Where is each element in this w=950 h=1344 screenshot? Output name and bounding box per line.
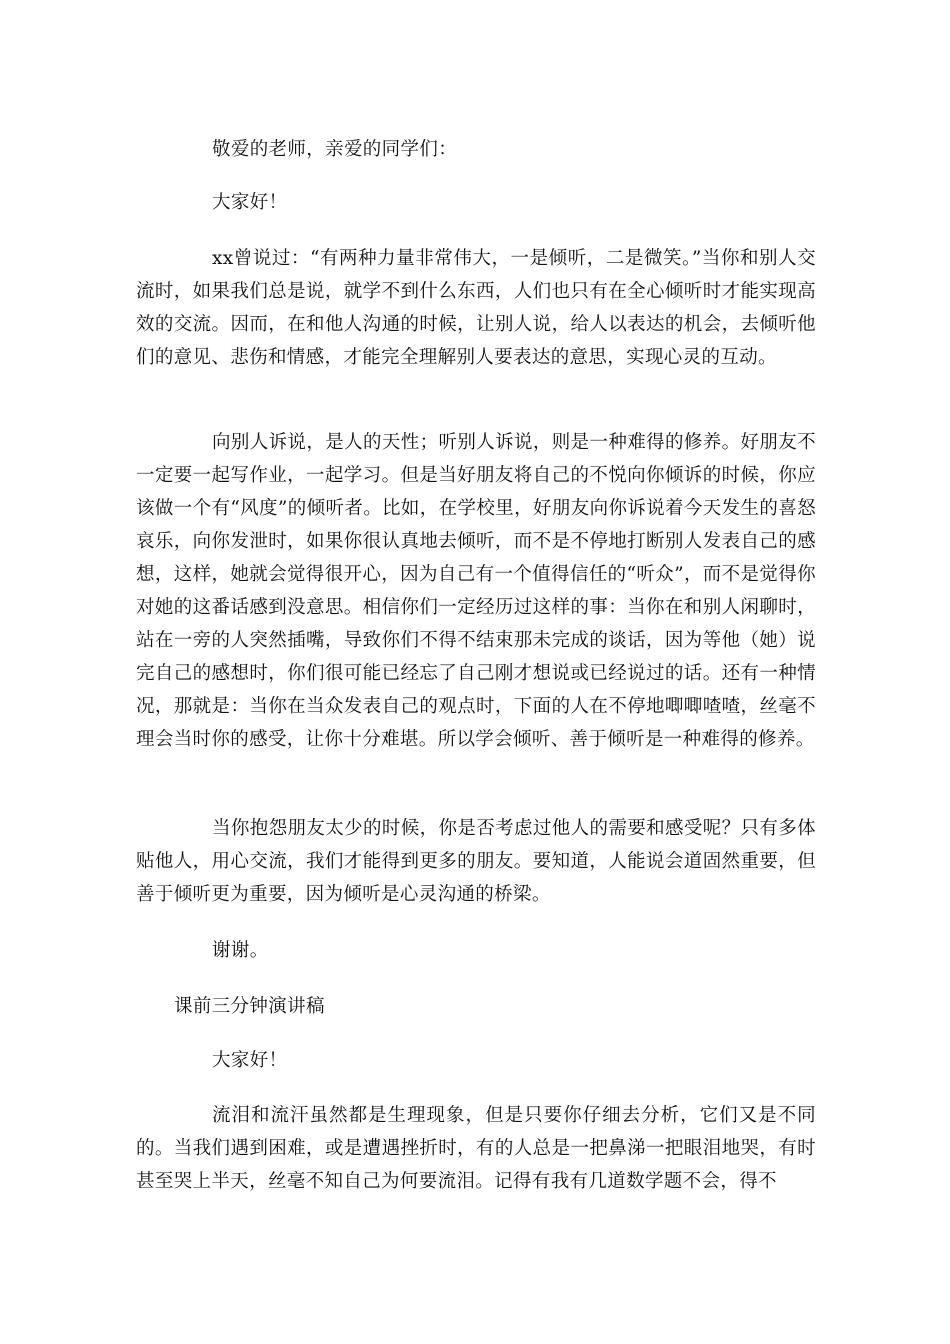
paragraph-listening-cultivation: 向别人诉说，是人的天性；听别人诉说，则是一种难得的修养。好朋友不一定要一起写作业，一起学习。但是当好朋友将自己的不悦向你倾诉的时候，你应该做一个有“风度”的倾听者。比如，在学校里，好朋友向你诉说着今天发生的喜怒哀乐，向你发泄时，如果你很认真地去倾听，而不是不停地打断别人发表自己的感想，这样，她就会觉得很开心，因为自己有一个值得信任的“听众”，而不是觉得你对她的这番话感到没意思。相信你们一定经历过这样的事：当你在和别人闲聊时，站在一旁的人突然插嘴，导致你们不得不结束那未完成的谈话，因为等他（她）说完自己的感想时，你们很可能已经忘了自己刚才想说或已经说过的话。还有一种情况，那就是：当你在当众发表自己的观点时，下面的人在不停地唧唧喳喳，丝毫不理会当时你的感受，让你十分难堪。所以学会倾听、善于倾听是一种难得的修养。 [136, 432, 816, 750]
greeting-second: 大家好！ [212, 1050, 288, 1071]
greeting-first: 大家好！ [212, 192, 288, 213]
salutation: 敬爱的老师，亲爱的同学们： [212, 139, 458, 160]
paragraph-tears-sweat: 流泪和流汗虽然都是生理现象，但是只要你仔细去分析，它们又是不同的。当我们遇到困难，或是遭遇挫折时，有的人总是一把鼻涕一把眼泪地哭，有时甚至哭上半天，丝毫不知自己为何要流泪。记得有我有几道数学题不会，得不 [136, 1105, 816, 1192]
thanks-line: 谢谢。 [212, 940, 269, 961]
paragraph-listening-bridge: 当你抱怨朋友太少的时候，你是否考虑过他人的需要和感受呢？只有多体贴他人，用心交流，我们才能得到更多的朋友。要知道，人能说会道固然重要，但善于倾听更为重要，因为倾听是心灵沟通的桥梁。 [136, 818, 816, 905]
paragraph-listening-quote: xx曾说过：“有两种力量非常伟大，一是倾听，二是微笑。”当你和别人交流时，如果我们总是说，就学不到什么东西，人们也只有在全心倾听时才能实现高效的交流。因而，在和他人沟通的时候，让别人说，给人以表达的机会，去倾听他们的意见、悲伤和情感，才能完全理解别人要表达的意思，实现心灵的互动。 [136, 248, 816, 368]
section-title: 课前三分钟演讲稿 [174, 996, 325, 1017]
